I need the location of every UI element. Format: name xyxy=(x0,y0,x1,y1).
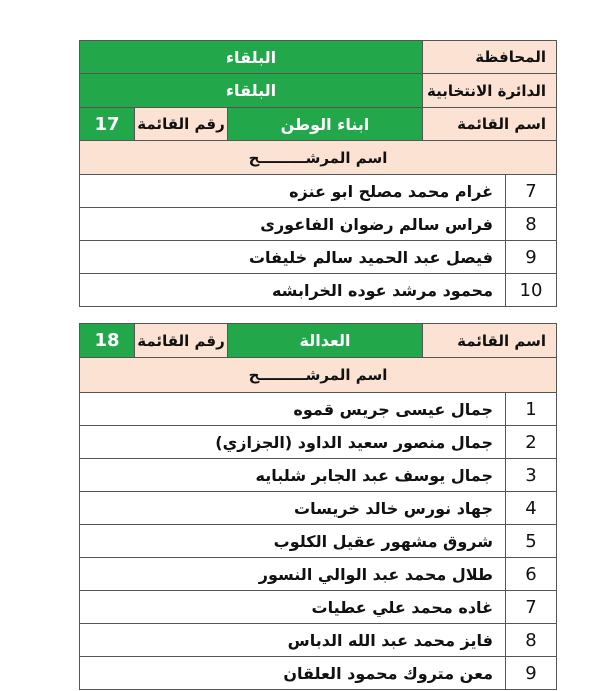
governorate-value: البلقاء xyxy=(80,41,423,73)
table-row xyxy=(79,558,557,591)
list-number-label: رقم القائمة xyxy=(135,108,228,140)
district-row xyxy=(79,74,557,108)
candidate-number: 10 xyxy=(519,279,543,301)
candidate-number: 2 xyxy=(525,431,537,453)
table-row xyxy=(79,525,557,558)
candidate-header: اسم المرشـــــــــح xyxy=(80,141,556,174)
table-row xyxy=(79,459,557,492)
table-row xyxy=(79,208,557,241)
list-name-value: ابناء الوطن xyxy=(228,108,423,140)
list-number-value: 18 xyxy=(80,324,135,357)
table-row xyxy=(79,591,557,624)
list-info-row xyxy=(79,323,557,358)
table-row xyxy=(79,426,557,459)
table-row xyxy=(79,175,557,208)
list-17-table xyxy=(79,40,557,307)
candidate-name: فيصل عبد الحميد سالم خليفات xyxy=(80,241,506,273)
candidate-number: 7 xyxy=(525,180,537,202)
list-name-label: اسم القائمة xyxy=(423,108,556,140)
list-info-row xyxy=(79,108,557,141)
list-name-label: اسم القائمة xyxy=(423,324,556,357)
candidate-number: 9 xyxy=(525,662,537,684)
candidate-header-row xyxy=(79,358,557,393)
candidate-header: اسم المرشـــــــــح xyxy=(80,358,556,392)
candidate-header-row xyxy=(79,141,557,175)
table-row xyxy=(79,624,557,657)
candidate-number: 8 xyxy=(525,213,537,235)
candidate-name: فايز محمد عبد الله الدباس xyxy=(80,624,506,656)
table-row xyxy=(79,657,557,690)
candidate-name: معن متروك محمود العلقان xyxy=(80,657,506,689)
candidate-name: طلال محمد عبد الوالي النسور xyxy=(80,558,506,590)
district-value: البلقاء xyxy=(80,74,423,107)
candidate-number: 3 xyxy=(525,464,537,486)
candidate-number: 6 xyxy=(525,563,537,585)
candidate-name: محمود مرشد عوده الخرابشه xyxy=(80,274,506,306)
candidate-number: 4 xyxy=(525,497,537,519)
candidate-name: جمال عيسى جريس قموه xyxy=(80,393,506,425)
table-row xyxy=(79,393,557,426)
table-row xyxy=(79,492,557,525)
district-label: الدائرة الانتخابية xyxy=(423,74,556,107)
candidate-name: فراس سالم رضوان الفاعورى xyxy=(80,208,506,240)
list-18-table xyxy=(79,323,557,690)
table-row xyxy=(79,241,557,274)
candidate-number: 7 xyxy=(525,596,537,618)
candidate-name: غاده محمد علي عطيات xyxy=(80,591,506,623)
candidate-number: 5 xyxy=(525,530,537,552)
governorate-row xyxy=(79,40,557,74)
candidate-name: شروق مشهور عقيل الكلوب xyxy=(80,525,506,557)
table-row xyxy=(79,274,557,307)
candidate-number: 1 xyxy=(525,398,537,420)
list-number-value: 17 xyxy=(80,108,135,140)
candidate-name: جمال منصور سعيد الداود (الجزازي) xyxy=(80,426,506,458)
candidate-number: 9 xyxy=(525,246,537,268)
governorate-label: المحافظة xyxy=(423,41,556,73)
candidate-name: جهاد نورس خالد خريسات xyxy=(80,492,506,524)
candidate-number: 8 xyxy=(525,629,537,651)
list-name-value: العدالة xyxy=(228,324,423,357)
candidate-name: غرام محمد مصلح ابو عنزه xyxy=(80,175,506,207)
list-number-label: رقم القائمة xyxy=(135,324,228,357)
candidate-name: جمال يوسف عبد الجابر شلبايه xyxy=(80,459,506,491)
